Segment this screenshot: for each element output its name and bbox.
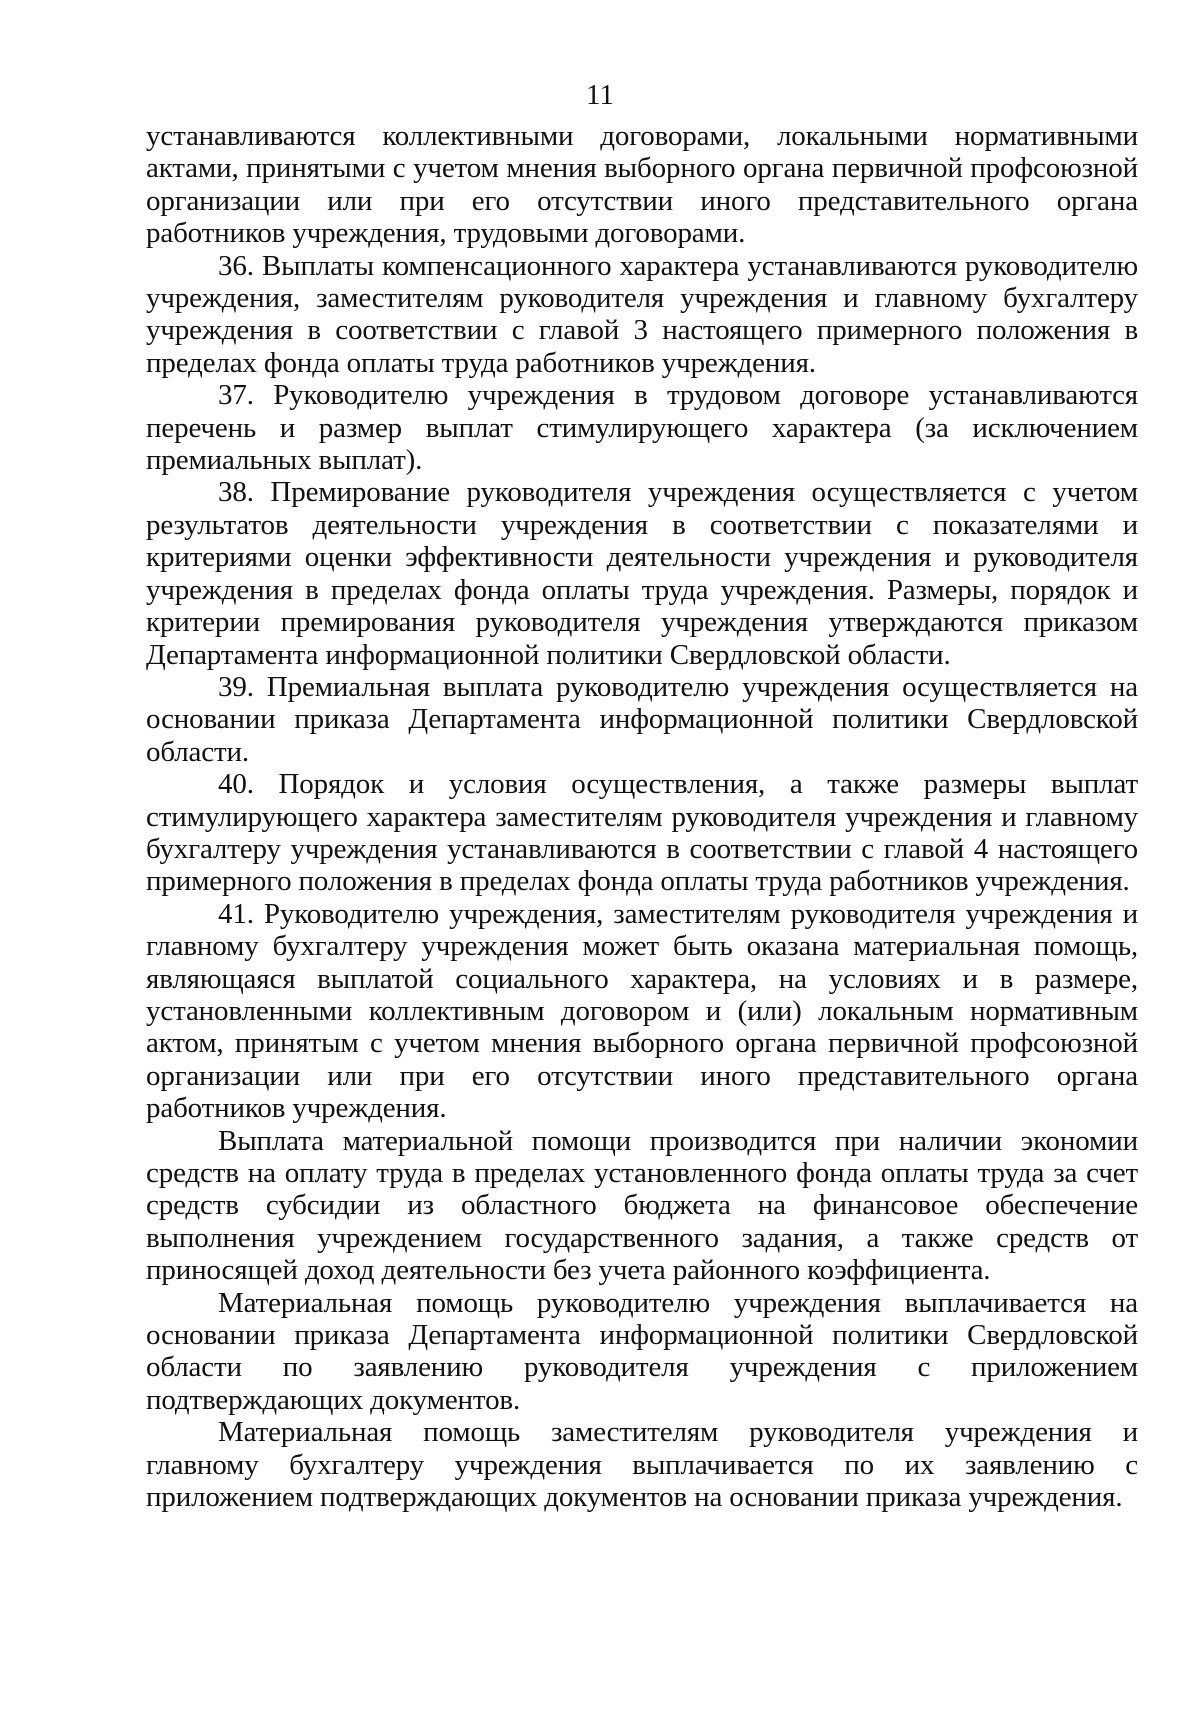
paragraph-36: 36. Выплаты компенсационного характера устанавливаются руководителю учреждения, заместителям руководителя учреждения и главному бухгалтеру учреждения в соответствии с главой 3 настоящего примерного положения в пределах фонда оплаты труда работников учреждения. <box>146 249 1138 379</box>
paragraph-41: 41. Руководителю учреждения, заместителям руководителя учреждения и главному бухгалтеру учреждения может быть оказана материальная помощь, являющаяся выплатой социального характера, на условиях и в размере, установленными коллективным договором и (или) локальным нормативным актом, принятым с учетом мнения выборного органа первичной профсоюзной организации или при его отсутствии иного представительного органа работников учреждения. <box>146 897 1138 1125</box>
paragraph-continuation: устанавливаются коллективными договорами, локальными нормативными актами, принятыми с учетом мнения выборного органа первичной профсоюзной организации или при его отсутствии иного представительного органа работников учреждения, трудовыми договорами. <box>146 120 1138 250</box>
paragraph-39: 39. Премиальная выплата руководителю учреждения осуществляется на основании приказа Департамента информационной политики Свердловской области. <box>146 670 1138 768</box>
paragraph-38: 38. Премирование руководителя учреждения осуществляется с учетом результатов деятельности учреждения в соответствии с показателями и критериями оценки эффективности деятельности учреждения и руководителя учреждения в пределах фонда оплаты труда учреждения. Размеры, порядок и критерии премирования руководителя учреждения утверждаются приказом Департамента информационной политики Свердловской области. <box>146 476 1138 671</box>
page-number: 11 <box>586 79 614 111</box>
paragraph-material-aid-payment: Выплата материальной помощи производится при наличии экономии средств на оплату труда в пределах установленного фонда оплаты труда за счет средств субсидии из областного бюджета на финансовое обеспечение выполнения учреждением государственного задания, а также средств от приносящей доход деятельности без учета районного коэффициента. <box>146 1124 1138 1287</box>
paragraph-40: 40. Порядок и условия осуществления, а также размеры выплат стимулирующего характера заместителям руководителя учреждения и главному бухгалтеру учреждения устанавливаются в соответствии с главой 4 настоящего примерного положения в пределах фонда оплаты труда работников учреждения. <box>146 768 1138 898</box>
paragraph-material-aid-deputies: Материальная помощь заместителям руководителя учреждения и главному бухгалтеру учреждения выплачивается по их заявлению с приложением подтверждающих документов на основании приказа учреждения. <box>146 1416 1138 1514</box>
document-body <box>146 120 1138 1513</box>
paragraph-material-aid-director: Материальная помощь руководителю учреждения выплачивается на основании приказа Департамента информационной политики Свердловской области по заявлению руководителя учреждения с приложением подтверждающих документов. <box>146 1286 1138 1416</box>
paragraph-37: 37. Руководителю учреждения в трудовом договоре устанавливаются перечень и размер выплат стимулирующего характера (за исключением премиальных выплат). <box>146 379 1138 477</box>
